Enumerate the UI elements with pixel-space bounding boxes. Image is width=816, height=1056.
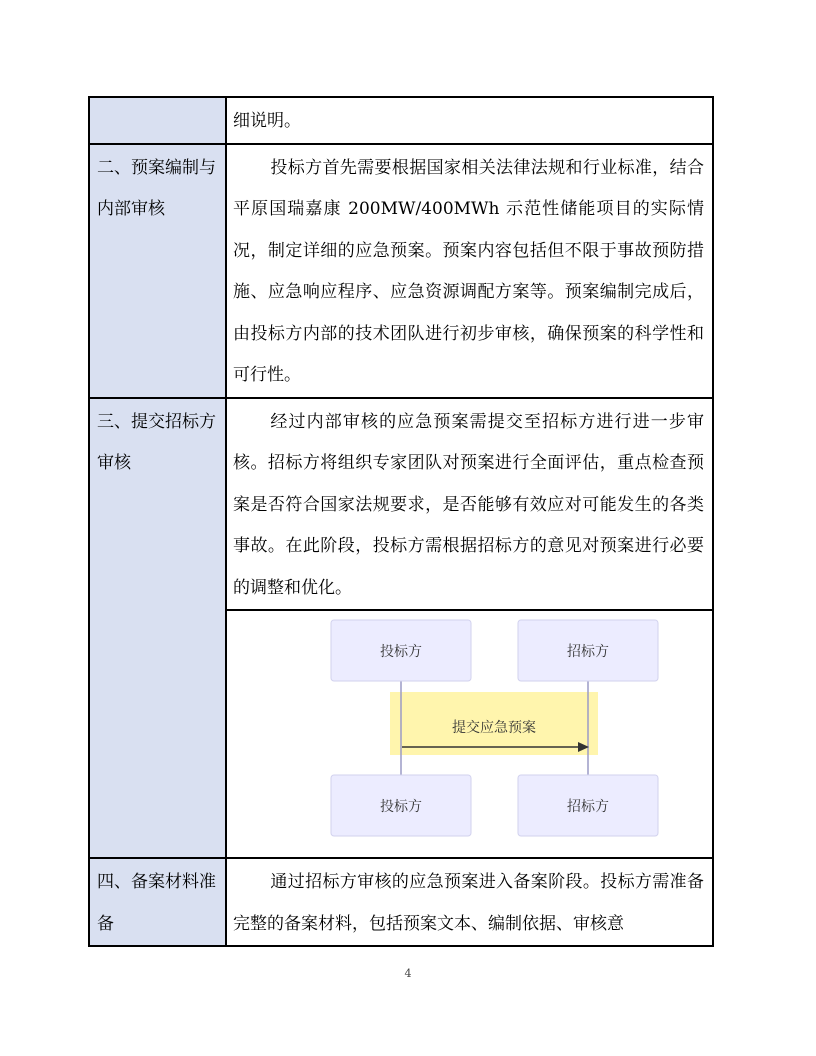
table-row xyxy=(89,97,713,144)
row-content xyxy=(226,144,713,398)
table-row xyxy=(89,398,713,611)
content-table xyxy=(88,96,714,947)
actor-label: 招标方 xyxy=(567,799,609,815)
row-label xyxy=(89,97,226,144)
page-number: 4 xyxy=(404,967,412,980)
paragraph: 经过内部审核的应急预案需提交至招标方进行进一步审核。招标方将组织专家团队对预案进行全面评估，重点检查预案是否符合国家法规要求，是否能够有效应对可能发生的各类事故。在此阶段，投标方需根据招标方的意见对预案进行必要的调整和优化。 xyxy=(233,411,704,598)
row-label: 四、备案材料准备 xyxy=(89,858,226,946)
row-content xyxy=(226,398,713,611)
paragraph: 投标方首先需要根据国家相关法律法规和行业标准，结合平原国瑞嘉康 200MW/400MWh 示范性储能项目的实际情况，制定详细的应急预案。预案内容包括但不限于事故预防措施、应急响应程序、应急资源调配方案等。预案编制完成后，由投标方内部的技术团队进行初步审核，确保预案的科学性和可行性。 xyxy=(233,157,704,385)
actor-label: 招标方 xyxy=(567,644,609,660)
table-row xyxy=(89,144,713,398)
row-label: 三、提交招标方审核 xyxy=(89,398,226,859)
row-label: 二、预案编制与内部审核 xyxy=(89,144,226,398)
diagram-cell xyxy=(226,610,713,858)
table-row xyxy=(89,858,713,946)
row-content xyxy=(226,97,713,144)
actor-label: 投标方 xyxy=(380,799,422,815)
paragraph: 细说明。 xyxy=(233,111,301,131)
paragraph: 通过招标方审核的应急预案进入备案阶段。投标方需准备完整的备案材料，包括预案文本、编制依据、审核意 xyxy=(233,872,704,934)
message-label: 提交应急预案 xyxy=(452,720,536,736)
actor-label: 投标方 xyxy=(380,644,422,660)
sequence-diagram xyxy=(227,611,723,857)
row-content xyxy=(226,858,713,946)
